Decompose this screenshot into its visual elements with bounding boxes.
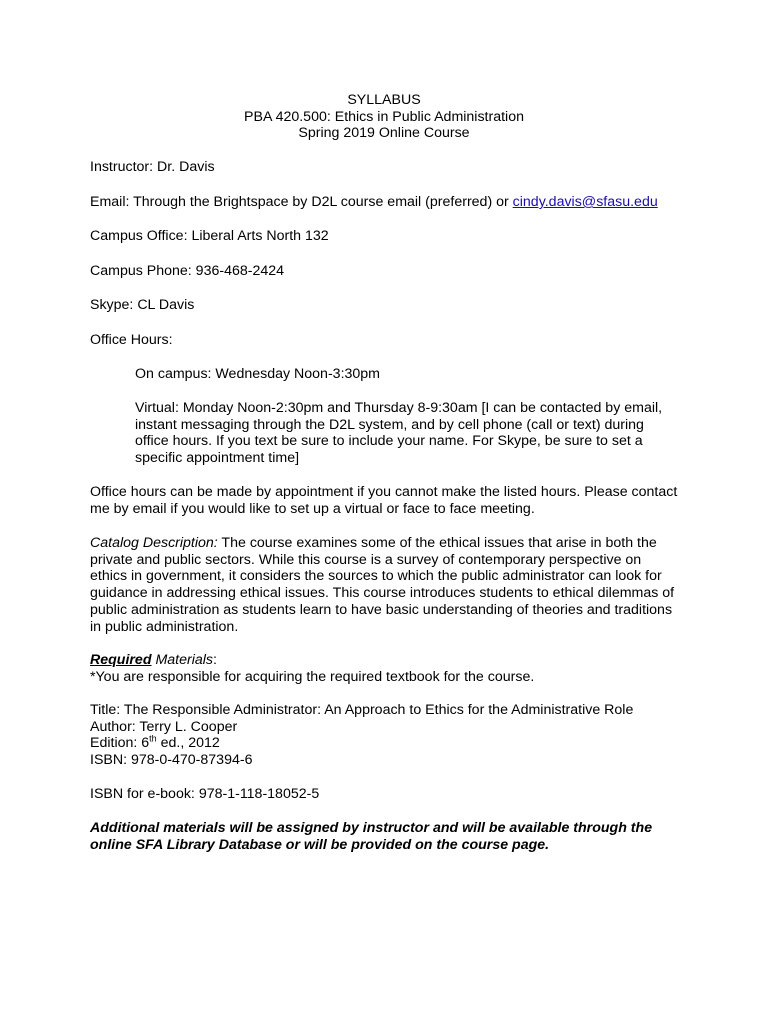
course-title: PBA 420.500: Ethics in Public Administration bbox=[244, 108, 524, 125]
required-materials bbox=[90, 652, 680, 685]
catalog-label: Catalog Description: bbox=[90, 535, 218, 551]
email-label: Email: Through the Brightspace by D2L course email (preferred) or bbox=[90, 194, 513, 210]
catalog-description bbox=[90, 535, 680, 635]
course-term: Spring 2019 Online Course bbox=[298, 125, 470, 142]
appointment-note: Office hours can be made by appointment if you cannot make the listed hours. Please contact me by email if you would like to set up a virtual or face to face meeting. bbox=[90, 484, 678, 517]
required-label: Required bbox=[90, 652, 152, 668]
materials-note: *You are responsible for acquiring the required textbook for the course. bbox=[90, 668, 535, 685]
document-title: SYLLABUS bbox=[347, 92, 421, 108]
skype-line: Skype: CL Davis bbox=[90, 297, 195, 313]
campus-phone-line: Campus Phone: 936-468-2424 bbox=[90, 263, 285, 279]
ebook-isbn-line: ISBN for e-book: 978-1-118-18052-5 bbox=[90, 786, 320, 802]
office-hours-heading: Office Hours: bbox=[90, 332, 173, 348]
materials-label: Materials bbox=[151, 652, 213, 668]
campus-office-line: Campus Office: Liberal Arts North 132 bbox=[90, 228, 329, 244]
textbook-author: Author: Terry L. Cooper bbox=[90, 718, 238, 735]
textbook-edition: Edition: 6th ed., 2012 bbox=[90, 733, 220, 752]
catalog-text: The course examines some of the ethical issues that arise in both the private and public sectors. While this course is a survey of contemporary perspective on ethics in government, it considers the sources to which the public administrator can look for guidance in addressing ethical issues. This course introduces students to ethical dilemmas of public administration as students learn to have basic understanding of theories and traditions in public administration. bbox=[90, 535, 675, 635]
materials-colon: : bbox=[213, 652, 217, 668]
on-campus-hours: On campus: Wednesday Noon-3:30pm bbox=[135, 366, 380, 382]
instructor-line: Instructor: Dr. Davis bbox=[90, 159, 215, 175]
syllabus-header bbox=[0, 92, 768, 142]
textbook-isbn: ISBN: 978-0-470-87394-6 bbox=[90, 752, 253, 769]
virtual-hours: Virtual: Monday Noon-2:30pm and Thursday 8-9:30am [I can be contacted by email, instant messaging through the D2L system, and by cell phone (call or text) during office hours. If you text be sure to include your name. For Skype, be sure to set a specific appointment time] bbox=[135, 400, 663, 467]
textbook-info bbox=[90, 702, 680, 769]
email-link[interactable]: cindy.davis@sfasu.edu bbox=[512, 194, 658, 210]
email-line bbox=[90, 194, 680, 211]
additional-materials-note: Additional materials will be assigned by instructor and will be available through the online SFA Library Database or will be provided on the course page. bbox=[90, 820, 653, 853]
textbook-title: Title: The Responsible Administrator: An Approach to Ethics for the Administrative Role bbox=[90, 702, 634, 718]
